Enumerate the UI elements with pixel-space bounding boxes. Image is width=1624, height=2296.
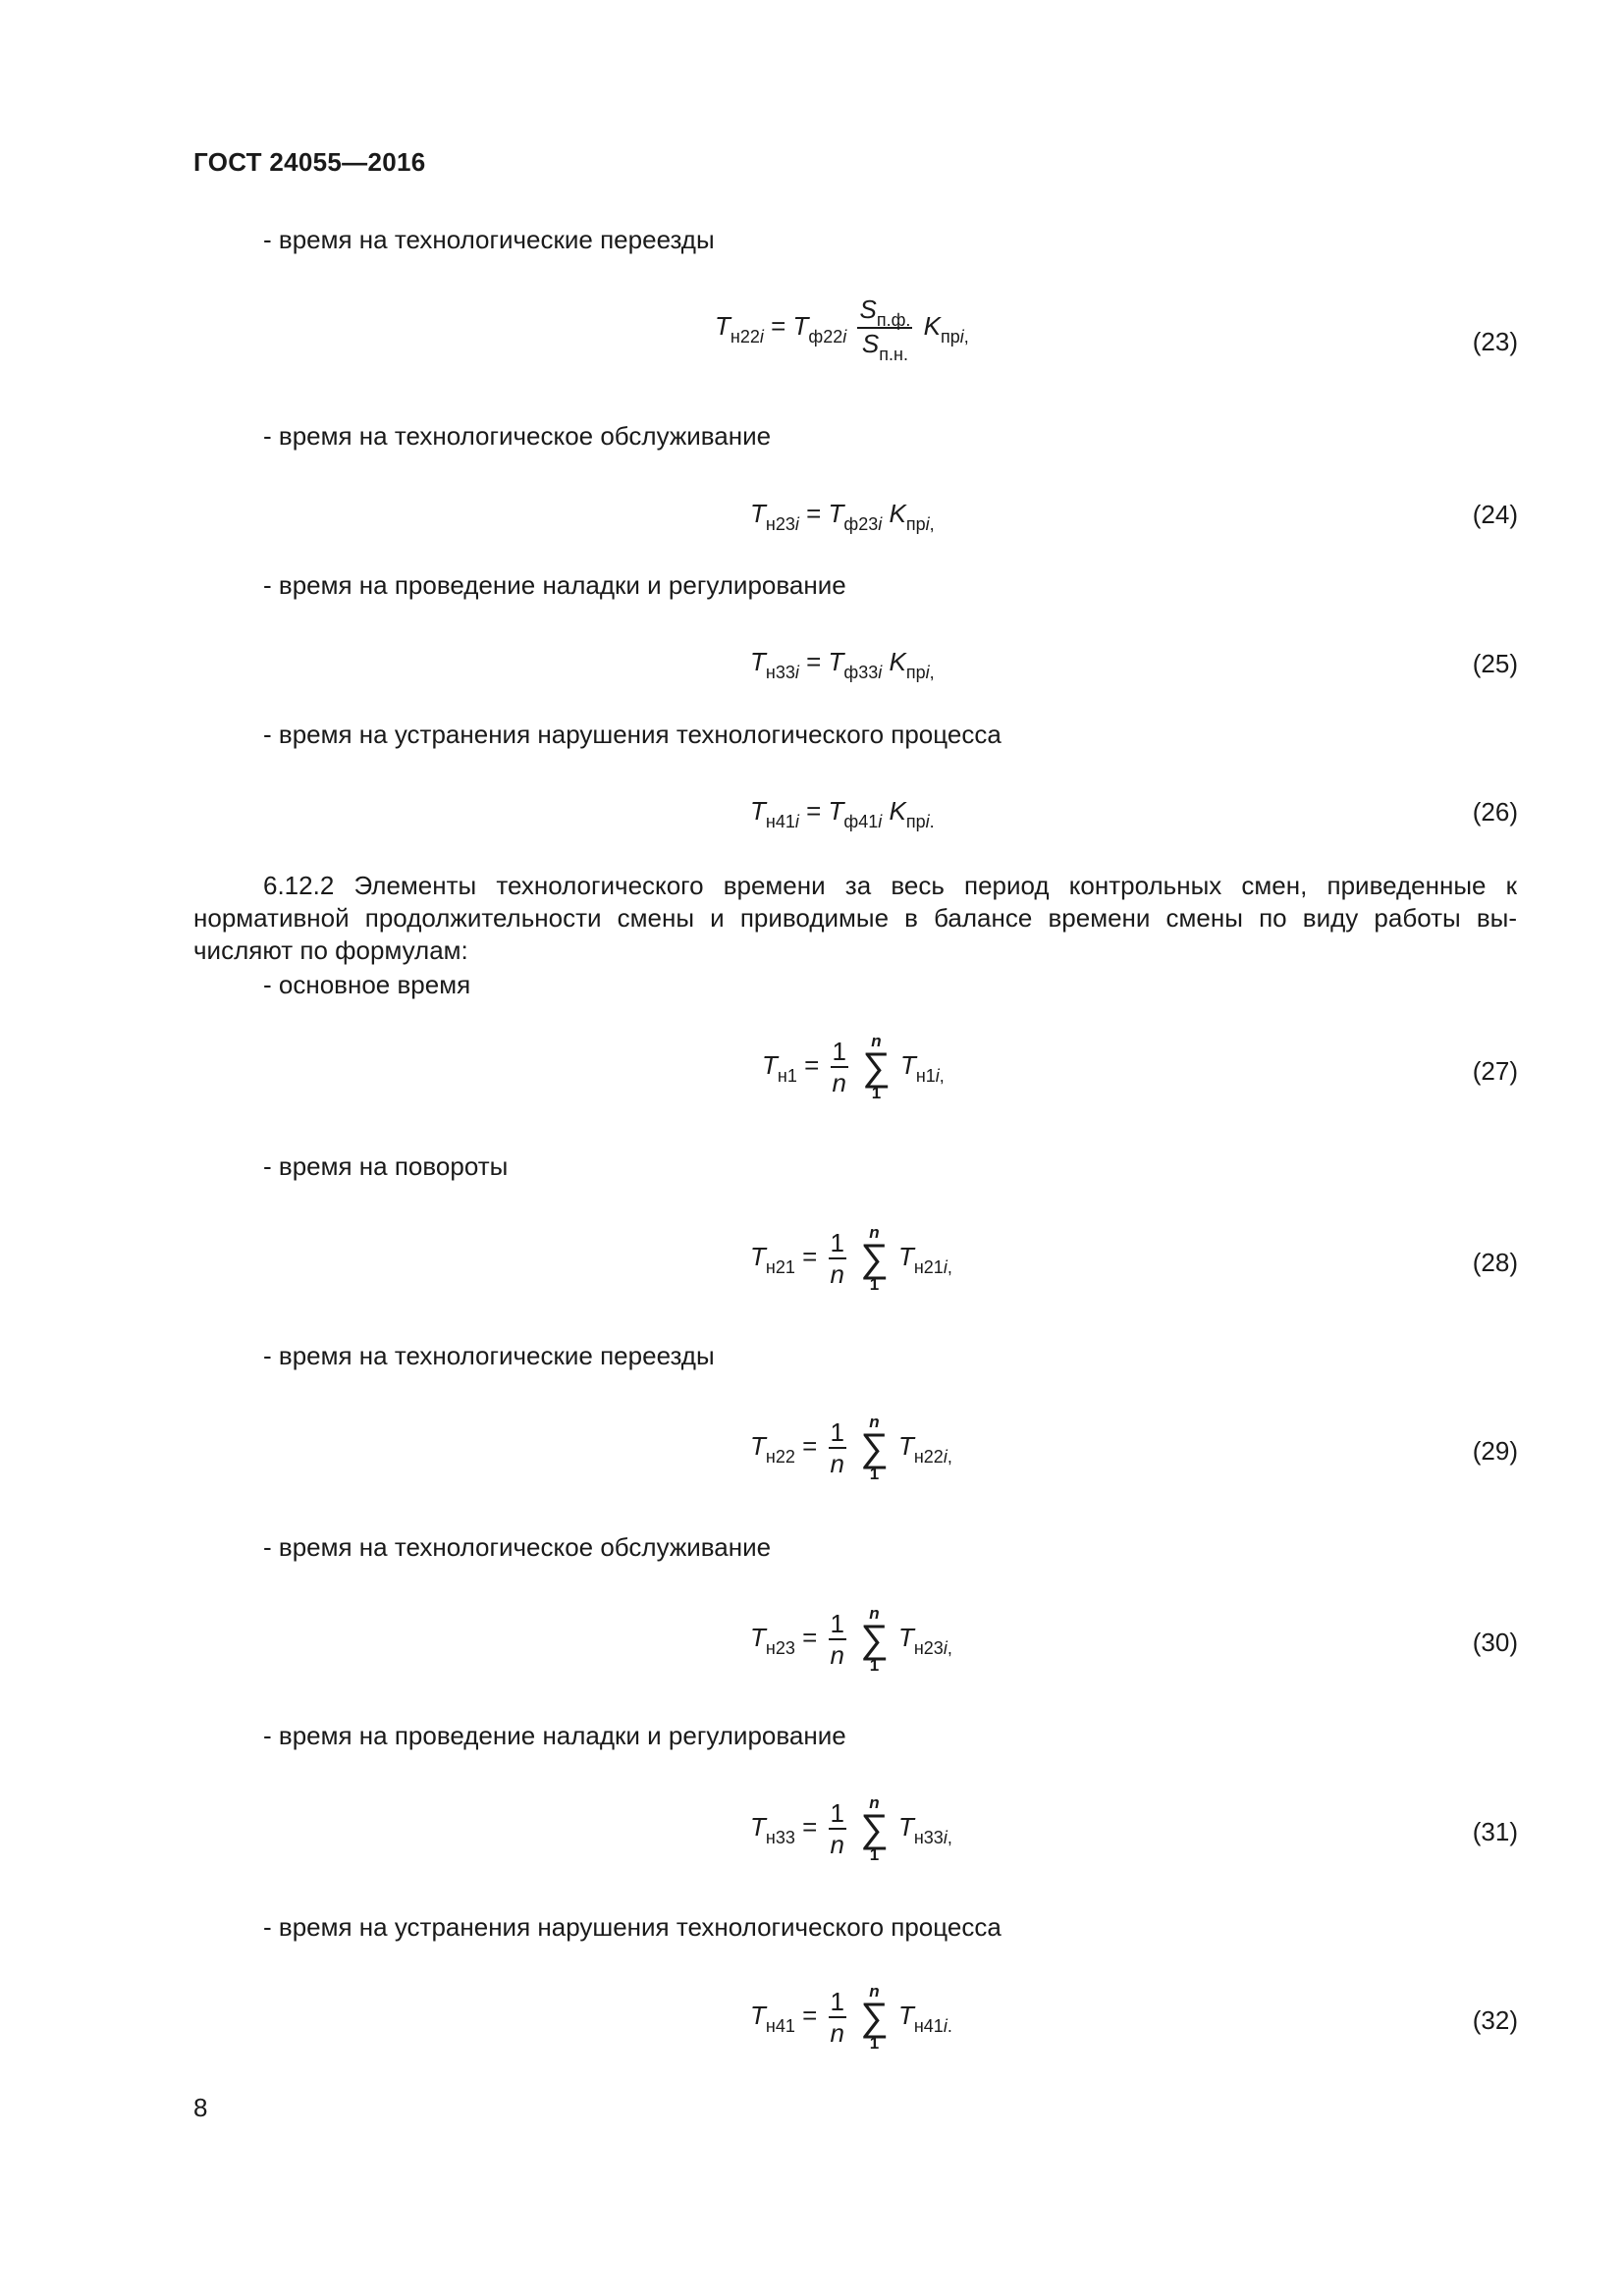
formula-32: $T_{н41}$ = $\frac{1}{n}$ n ∑ 1 $T_{н41i.}$ (750, 1982, 952, 2053)
fraction: $\frac{1}{n}$ (830, 1798, 844, 1859)
formula-27: $T_{н1}$ = $\frac{1}{n}$ n ∑ 1 $T_{н1i,}$ (762, 1032, 945, 1102)
fraction: $\frac{1}{n}$ (830, 1609, 844, 1670)
formula-30: $T_{н23}$ = $\frac{1}{n}$ n ∑ 1 $T_{н23i,}$ (750, 1604, 952, 1675)
summation: n ∑ 1 (862, 1032, 891, 1102)
equation-number: (28) (1472, 1248, 1518, 1277)
summation: n ∑ 1 (860, 1223, 889, 1294)
fraction: $\frac{1}{n}$ (830, 1417, 844, 1478)
list-item: - время на технологическое обслуживание (263, 1532, 772, 1562)
summation: n ∑ 1 (860, 1604, 889, 1675)
equation-number: (26) (1472, 797, 1518, 827)
summation: n ∑ 1 (860, 1413, 889, 1483)
equation-number: (30) (1472, 1628, 1518, 1657)
formula-28: $T_{н21}$ = $\frac{1}{n}$ n ∑ 1 $T_{н21i,}$ (750, 1223, 952, 1294)
formula-29: $T_{н22}$ = $\frac{1}{n}$ n ∑ 1 $T_{н22i,}$ (750, 1413, 952, 1483)
list-item: - время на повороты (263, 1151, 509, 1181)
equation-number: (24) (1472, 500, 1518, 529)
list-item: - время на технологическое обслуживание (263, 421, 772, 451)
body-paragraph (193, 870, 1517, 967)
formula-23: $T_{н22i} = T_{ф22i}$ $\frac{S_{п.ф.}}{S_{п.н.}}$ $K_{прi,}$ (715, 294, 969, 364)
formula-31: $T_{н33}$ = $\frac{1}{n}$ n ∑ 1 $T_{н33i,}$ (750, 1793, 952, 1864)
formula-26: $T_{н41i} = T_{ф41i}$ $K_{прi.}$ (750, 796, 935, 831)
paragraph-line: нормативной продолжительности смены и приводимые в балансе времени смены по виду работы вы- (193, 903, 1517, 933)
equation-number: (25) (1472, 649, 1518, 678)
equation-number: (31) (1472, 1817, 1518, 1846)
list-item: - время на проведение наладки и регулирование (263, 1721, 846, 1750)
summation: n ∑ 1 (860, 1982, 889, 2053)
equation-number: (29) (1472, 1436, 1518, 1466)
formula-25: $T_{н33i} = T_{ф33i}$ $K_{прi,}$ (750, 647, 935, 682)
list-item: - время на устранения нарушения технологического процесса (263, 1912, 1001, 1942)
page-number: 8 (193, 2093, 208, 2122)
fraction: $\frac{S_{п.ф.}}{S_{п.н.}}$ (859, 294, 911, 364)
list-item: - время на проведение наладки и регулирование (263, 570, 846, 600)
document-header: ГОСТ 24055—2016 (193, 147, 426, 177)
list-item: - время на технологические переезды (263, 1341, 715, 1370)
list-item: - время на устранения нарушения технологического процесса (263, 720, 1001, 749)
summation: n ∑ 1 (860, 1793, 889, 1864)
list-item: - основное время (263, 970, 471, 999)
paragraph-line: 6.12.2 Элементы технологического времени за весь период контрольных смен, приведенные к (263, 871, 1517, 900)
equation-number: (23) (1472, 327, 1518, 356)
equation-number: (32) (1472, 2005, 1518, 2035)
equation-number: (27) (1472, 1056, 1518, 1086)
paragraph-line: числяют по формулам: (193, 935, 468, 965)
fraction: $\frac{1}{n}$ (832, 1037, 846, 1097)
formula-24: $T_{н23i} = T_{ф23i}$ $K_{прi,}$ (750, 499, 935, 534)
fraction: $\frac{1}{n}$ (830, 1228, 844, 1289)
fraction: $\frac{1}{n}$ (830, 1987, 844, 2048)
list-item: - время на технологические переезды (263, 225, 715, 254)
